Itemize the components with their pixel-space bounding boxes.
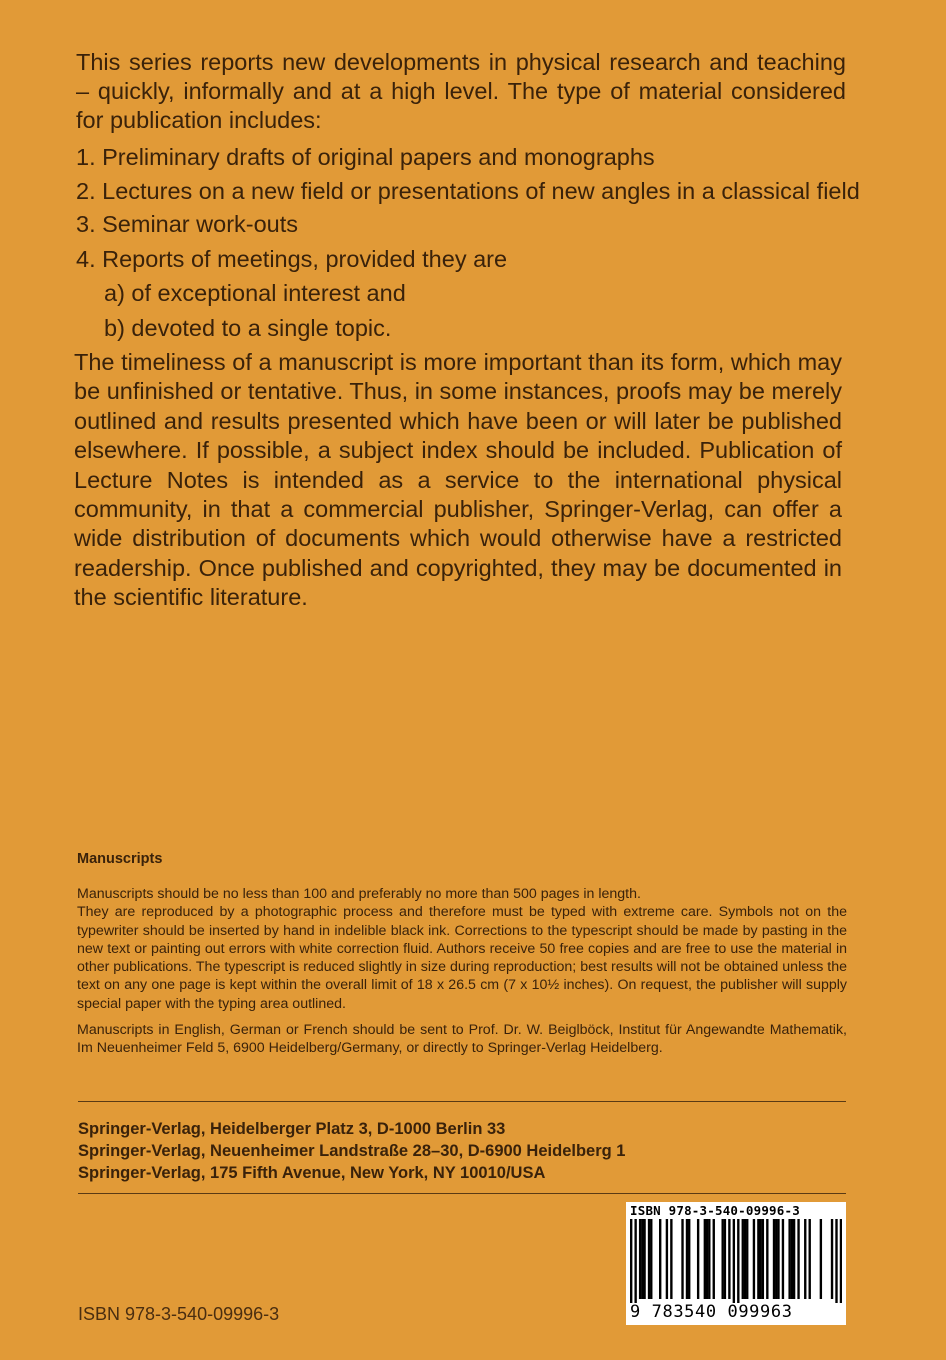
barcode-bar — [641, 1219, 643, 1299]
barcode-bar — [793, 1219, 795, 1299]
barcode-bar — [831, 1219, 833, 1299]
footer-isbn: ISBN 978-3-540-09996-3 — [78, 1304, 280, 1324]
barcode-bar — [688, 1219, 690, 1299]
intro-paragraph: This series reports new developments in physical research and teaching – quickly, informally and at a high level. The type of material considered for publication includes: — [76, 49, 846, 133]
barcode-bar — [797, 1219, 799, 1299]
body-text: The timeliness of a manuscript is more important than its form, which may be unfinished or tentative. Thus, in some instances, proofs may be merely outlined and results presented which have been or will later be published elsewhere. If possible, a subject index should be included. Publication of Lecture Notes is intended as a service to the international physical community, in that a commercial publisher, Springer-Verlag, can offer a wide distribution of documents which would otherwise have a restricted readership. Once published and copyrighted, they may be documented in the scientific literature. — [74, 349, 842, 611]
divider-top — [78, 1101, 846, 1102]
barcode-bar — [782, 1219, 784, 1299]
barcode-bar — [728, 1219, 730, 1299]
barcode-bar — [775, 1219, 777, 1299]
barcode-bars-icon — [630, 1219, 842, 1303]
barcode-bar — [670, 1219, 672, 1299]
manuscripts-para-submission: Manuscripts in English, German or French should be sent to Prof. Dr. W. Beiglböck, Institut für Angewandte Mathematik, Im Neuenheimer Feld 5, 6900 Heidelberg/Germany, or directly to Springer-Verlag Heidelberg. — [77, 1022, 847, 1057]
barcode-bar — [634, 1219, 636, 1303]
list-item: 2. Lectures on a new field or presentations of new angles in a classical field — [76, 178, 860, 204]
barcode-bar — [708, 1219, 710, 1299]
barcode-bar — [724, 1219, 726, 1299]
barcode-bar — [639, 1219, 641, 1299]
barcode-bar — [777, 1219, 779, 1299]
barcode-bar — [737, 1219, 739, 1303]
barcode-isbn-label: ISBN 978-3-540-09996-3 — [630, 1203, 800, 1218]
barcode-bar — [697, 1219, 699, 1299]
address-berlin: Springer-Verlag, Heidelberger Platz 3, D-1000 Berlin 33 — [78, 1120, 506, 1138]
timeliness-paragraph — [74, 348, 842, 613]
barcode-bar — [643, 1219, 645, 1299]
barcode-bar — [809, 1219, 811, 1299]
barcode-bar — [742, 1219, 744, 1299]
barcode-bar — [648, 1219, 650, 1299]
barcode-bar — [759, 1219, 761, 1299]
barcode-digits: 9 783540 099963 — [630, 1302, 793, 1322]
list-item: 3. Seminar work-outs — [76, 211, 299, 237]
barcode-bar — [713, 1219, 715, 1299]
manuscripts-section — [77, 885, 847, 1058]
list-item: 4. Reports of meetings, provided they are — [76, 246, 508, 272]
barcode-bar — [721, 1219, 723, 1299]
list-subitem: a) of exceptional interest and — [104, 280, 406, 306]
barcode-bar — [791, 1219, 793, 1299]
barcode-bar — [757, 1219, 759, 1299]
barcode-bar — [746, 1219, 748, 1299]
barcode-bar — [788, 1219, 790, 1299]
barcode-bar — [766, 1219, 768, 1299]
series-description — [76, 48, 846, 135]
barcode-bar — [706, 1219, 708, 1299]
manuscripts-heading: Manuscripts — [77, 851, 163, 867]
barcode-bar — [650, 1219, 652, 1299]
publisher-addresses — [78, 1118, 625, 1184]
barcode-bar — [630, 1219, 632, 1303]
barcode-bar — [681, 1219, 683, 1299]
barcode-bar — [686, 1219, 688, 1299]
barcode-bar — [659, 1219, 661, 1299]
barcode-bar — [773, 1219, 775, 1299]
barcode-bar — [762, 1219, 764, 1299]
address-heidelberg: Springer-Verlag, Neuenheimer Landstraße 28–30, D-6900 Heidelberg 1 — [78, 1142, 626, 1160]
barcode-bar — [820, 1219, 822, 1299]
barcode-bar — [753, 1219, 755, 1299]
barcode-bar — [840, 1219, 842, 1303]
barcode-bar — [744, 1219, 746, 1299]
barcode-bar — [835, 1219, 837, 1303]
divider-bottom — [78, 1193, 846, 1194]
manuscripts-para-length: Manuscripts should be no less than 100 and preferably no more than 500 pages in length. — [77, 886, 641, 902]
barcode-bar — [804, 1219, 806, 1299]
barcode-bar — [704, 1219, 706, 1299]
address-new-york: Springer-Verlag, 175 Fifth Avenue, New York, NY 10010/USA — [78, 1164, 546, 1182]
barcode-bar — [666, 1219, 668, 1299]
manuscripts-para-typing: They are reproduced by a photographic process and therefore must be typed with extreme care. Symbols not on the typewriter should be inserted by hand in indelible black ink. Corrections to the typescript should be made by pasting in the new text or painting out errors with white correction fluid. Authors receive 50 free copies and are free to use the material in other publications. The typescript is reduced slightly in size during reproduction; best results will not be obtained unless the text on any one page is kept within the overall limit of 18 x 26.5 cm (7 x 10½ inches). On request, the publisher will supply special paper with the typing area outlined. — [77, 904, 847, 1012]
list-item: 1. Preliminary drafts of original papers and monographs — [76, 144, 655, 170]
barcode — [626, 1202, 846, 1325]
barcode-bar — [733, 1219, 735, 1303]
list-subitem: b) devoted to a single topic. — [104, 315, 392, 341]
